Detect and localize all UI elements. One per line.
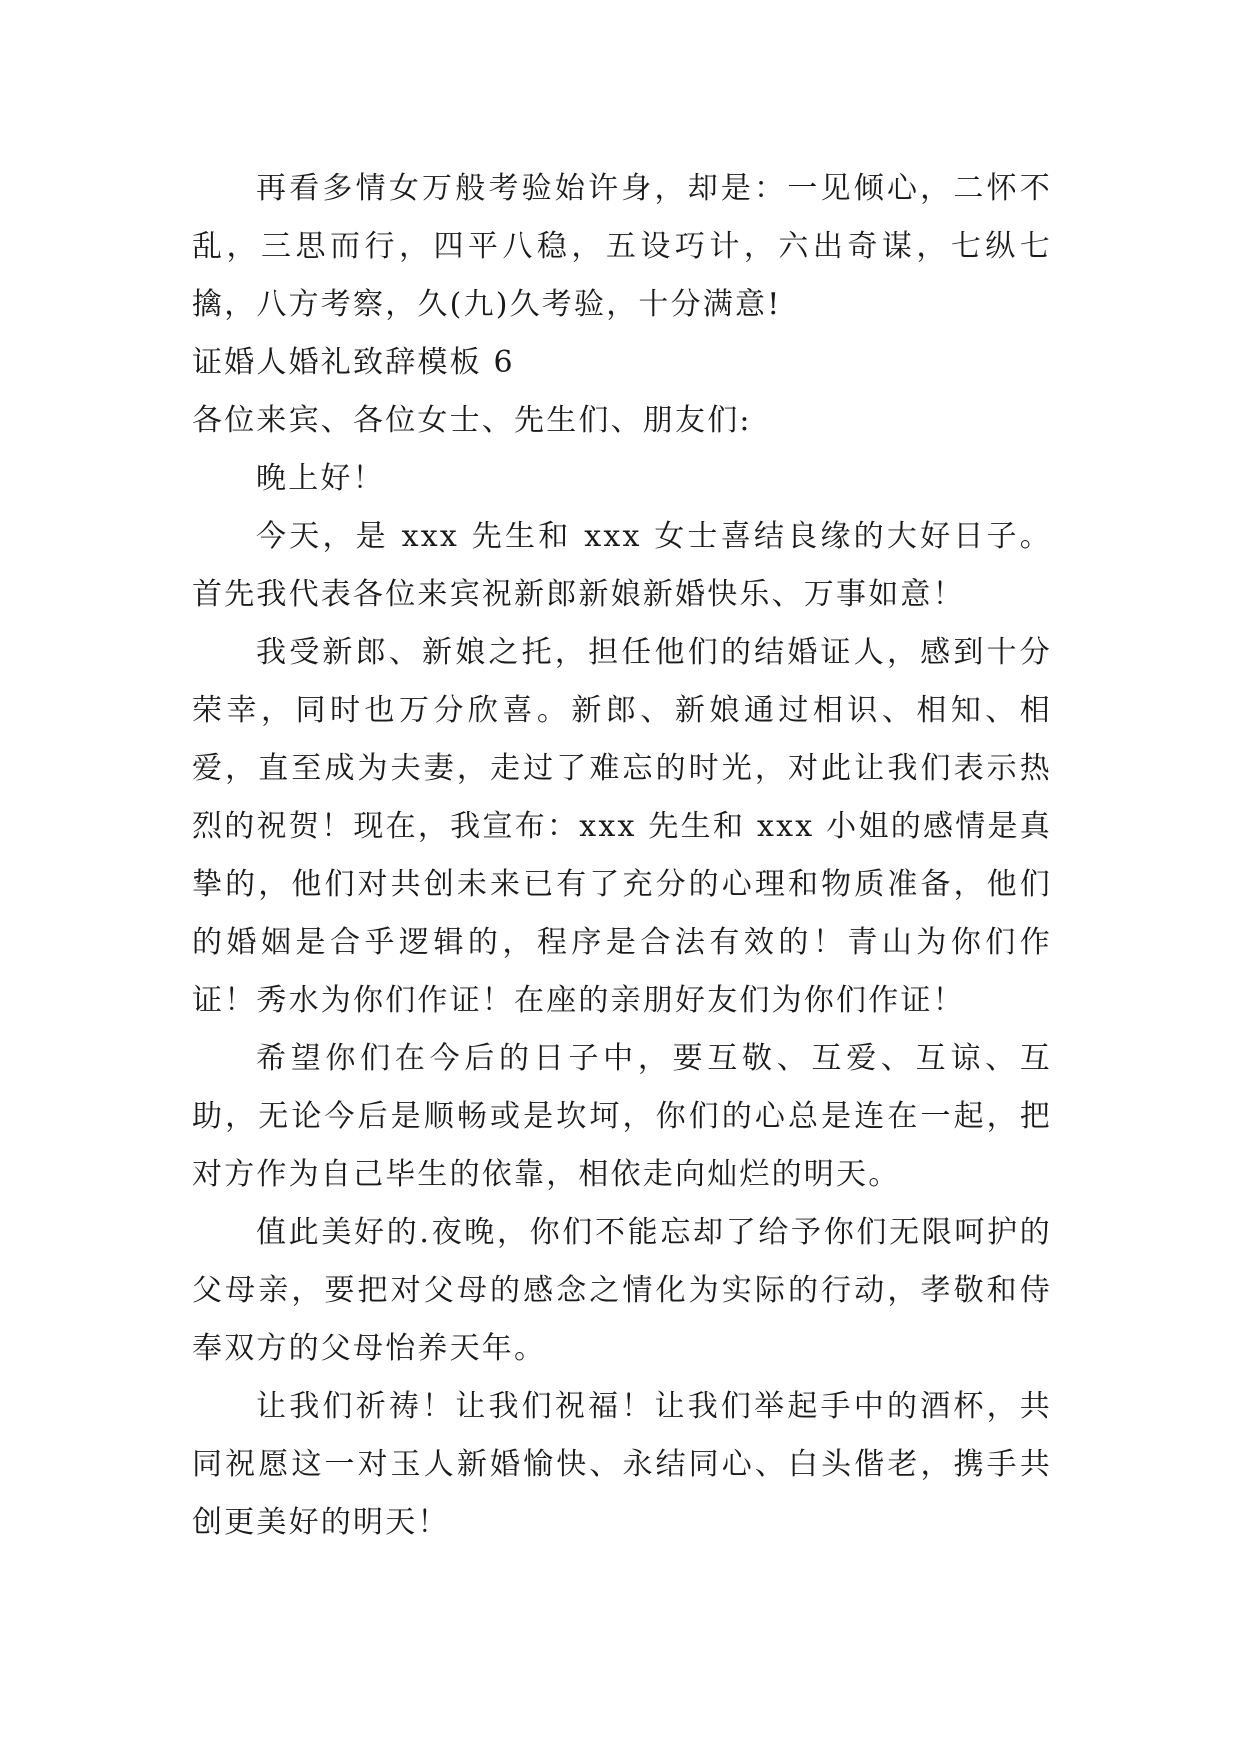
paragraph-intro: 再看多情女万般考验始许身，却是：一见倾心，二怀不乱，三思而行，四平八稳，五设巧计，六出奇谋，七纵七擒，八方考察，久(九)久考验，十分满意! — [192, 171, 1052, 322]
paragraph-2: 我受新郎、新娘之托，担任他们的结婚证人，感到十分荣幸，同时也万分欣喜。新郎、新娘通过相识、相知、相爱，直至成为夫妻，走过了难忘的时光，对此让我们表示热烈的祝贺！现在，我宣布：xxx 先生和 xxx 小姐的感情是真挚的，他们对共创未来已有了充分的心理和物质准备，他们的婚姻是合乎逻辑的，程序是合法有效的！青山为你们作证！秀水为你们作证！在座的亲朋好友们为你们作证！ — [192, 635, 1052, 1018]
paragraph-3: 希望你们在今后的日子中，要互敬、互爱、互谅、互助，无论今后是顺畅或是坎坷，你们的心总是连在一起，把对方作为自己毕生的依靠，相依走向灿烂的明天。 — [192, 1041, 1052, 1192]
greeting: 晚上好！ — [256, 461, 385, 496]
salutation: 各位来宾、各位女士、先生们、朋友们: — [192, 403, 752, 438]
paragraph-4: 值此美好的.夜晚，你们不能忘却了给予你们无限呵护的父母亲，要把对父母的感念之情化为实际的行动，孝敬和侍奉双方的父母怡养天年。 — [192, 1215, 1052, 1366]
section-title: 证婚人婚礼致辞模板 6 — [192, 345, 515, 380]
document-page — [192, 160, 1052, 1552]
paragraph-1: 今天，是 xxx 先生和 xxx 女士喜结良缘的大好日子。首先我代表各位来宾祝新郎新娘新婚快乐、万事如意！ — [192, 519, 1052, 612]
paragraph-5: 让我们祈祷！让我们祝福！让我们举起手中的酒杯，共同祝愿这一对玉人新婚愉快、永结同心、白头偕老，携手共创更美好的明天！ — [192, 1389, 1052, 1540]
